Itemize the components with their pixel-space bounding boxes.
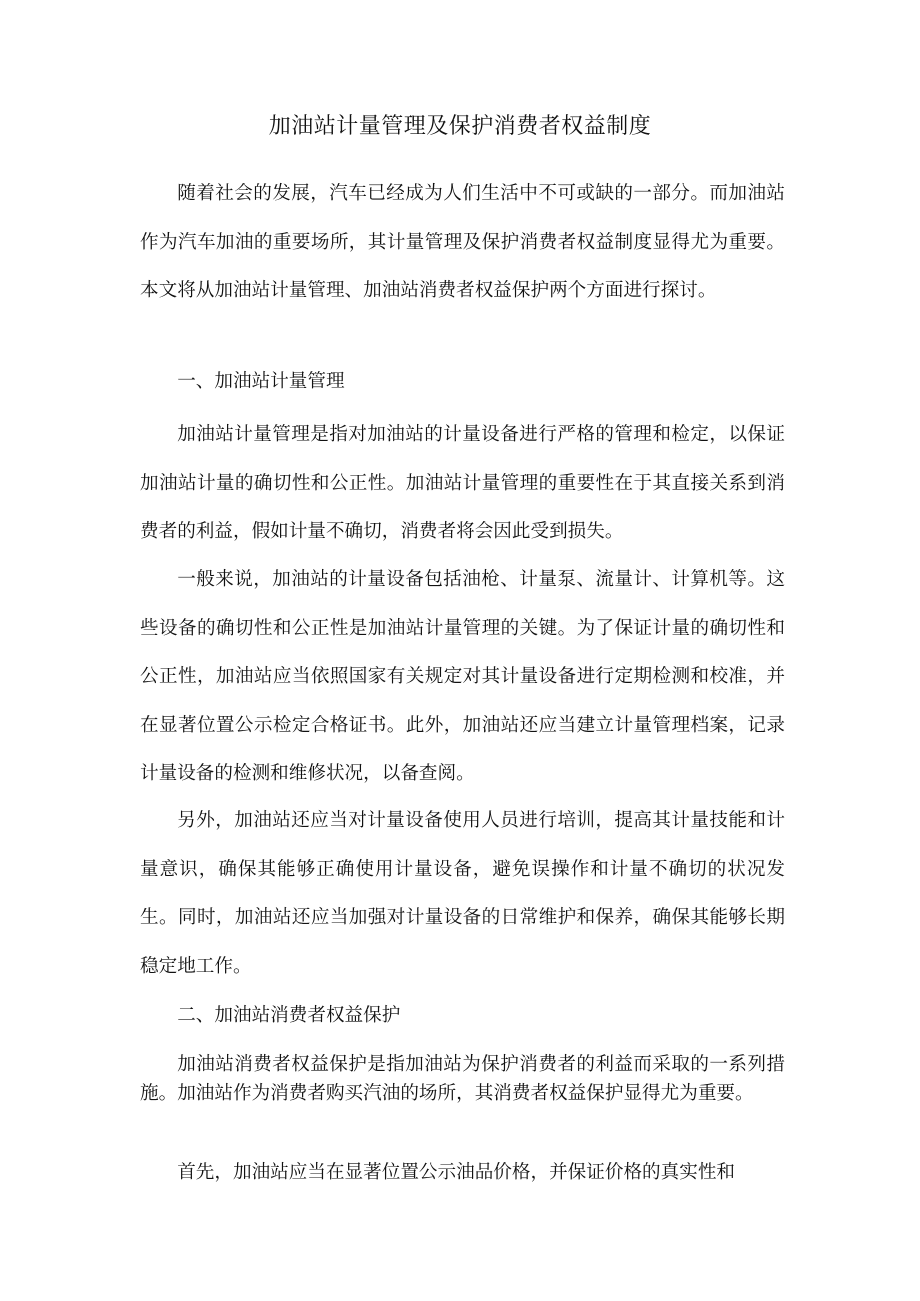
intro-paragraph: 随着社会的发展，汽车已经成为人们生活中不可或缺的一部分。而加油站作为汽车加油的重要场所，其计量管理及保护消费者权益制度显得尤为重要。本文将从加油站计量管理、加油站消费者权益保护两个方面进行探讨。 bbox=[140, 183, 785, 301]
section-2-paragraph-2: 首先，加油站应当在显著位置公示油品价格，并保证价格的真实性和 bbox=[177, 1162, 736, 1183]
section-1-paragraph-2-block bbox=[140, 556, 785, 799]
section-1-heading: 一、加油站计量管理 bbox=[177, 371, 345, 392]
section-2-heading-block bbox=[140, 1001, 785, 1031]
section-2-heading: 二、加油站消费者权益保护 bbox=[177, 1005, 401, 1026]
section-2-paragraph-2-block bbox=[140, 1149, 785, 1198]
section-1-paragraph-3-block bbox=[140, 797, 785, 991]
section-1-paragraph-2: 一般来说，加油站的计量设备包括油枪、计量泵、流量计、计算机等。这些设备的确切性和公正性是加油站计量管理的关键。为了保证计量的确切性和公正性，加油站应当依照国家有关规定对其计量设备进行定期检测和校准，并在显著位置公示检定合格证书。此外，加油站还应当建立计量管理档案，记录计量设备的检测和维修状况，以备查阅。 bbox=[140, 569, 785, 784]
document-title: 加油站计量管理及保护消费者权益制度 bbox=[268, 114, 652, 139]
section-2-paragraph-1-block bbox=[140, 1050, 785, 1108]
section-1-paragraph-1: 加油站计量管理是指对加油站的计量设备进行严格的管理和检定，以保证加油站计量的确切性和公正性。加油站计量管理的重要性在于其直接关系到消费者的利益，假如计量不确切，消费者将会因此受到损失。 bbox=[140, 424, 785, 542]
section-2-paragraph-1: 加油站消费者权益保护是指加油站为保护消费者的利益而采取的一系列措施。加油站作为消费者购买汽油的场所，其消费者权益保护显得尤为重要。 bbox=[140, 1054, 785, 1104]
section-1-paragraph-1-block bbox=[140, 411, 785, 557]
section-1-heading-block bbox=[140, 367, 785, 397]
intro-paragraph-block bbox=[140, 170, 785, 316]
section-1-paragraph-3: 另外，加油站还应当对计量设备使用人员进行培训，提高其计量技能和计量意识，确保其能够正确使用计量设备，避免误操作和计量不确切的状况发生。同时，加油站还应当加强对计量设备的日常维护和保养，确保其能够长期稳定地工作。 bbox=[140, 810, 785, 977]
